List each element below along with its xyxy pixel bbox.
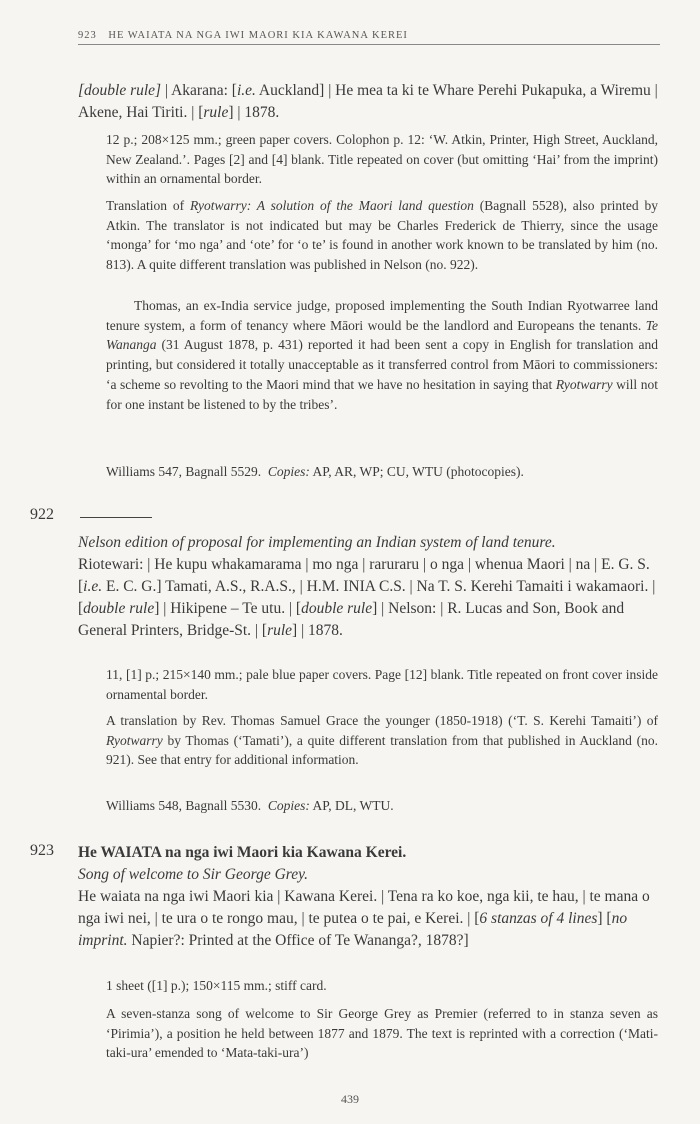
note-text: Translation of (106, 198, 190, 213)
title-text: ] | 1878. (292, 622, 343, 639)
note-title-italic: Te Wananga (106, 317, 658, 353)
title-text: He waiata na nga iwi Maori kia | Kawana Kerei. | Tena ra ko koe, nga kii, te hau, | te mana o nga iwi nei, | te ura o te rongo mau, | te putea o te pai, e Kerei. | [ (78, 888, 650, 927)
note-text: by Thomas (‘Tamati’), a quite different translation from that published in Auckland (no. 921). See that entry for additional information. (106, 732, 658, 768)
imprint-rule-note: rule (203, 104, 229, 121)
entry-923-heading: He WAIATA na nga iwi Maori kia Kawana Kerei. (78, 844, 407, 861)
entry-923-subtitle: Song of welcome to Sir George Grey. (78, 866, 309, 883)
entry-922-dash-rule (78, 506, 658, 528)
imprint-rule-note: [double rule] (78, 82, 162, 99)
title-rule-note: double rule (301, 600, 373, 617)
title-ie: i.e. (83, 578, 103, 595)
title-text: ] | Nelson: | R. Lucas and Son, Book and General Printers, Bridge-St. | [ (78, 600, 625, 639)
title-stanza-note: 6 stanzas of 4 lines (479, 910, 598, 927)
entry-922-title (78, 532, 658, 642)
running-head (78, 30, 660, 45)
title-text: Napier?: Printed at the Office of Te Wananga?, 1878?] (127, 932, 469, 949)
entry-923-number: 923 (30, 842, 54, 859)
note-title-italic: Ryotwarry (106, 732, 163, 748)
entry-923-title (78, 842, 658, 952)
note-text: A seven-stanza song of welcome to Sir George Grey as Premier (referred to in stanza seven as ‘Pirimia’), a position he held between 1877 and 1879. The text is reprinted with a correction (‘Mati-taki-ura’ emended to ‘Mata-taki-ura’) (106, 1006, 658, 1061)
references-text: Williams 548, Bagnall 5530. (106, 798, 262, 813)
imprint-text: ] | 1878. (228, 104, 280, 121)
references-text: Williams 547, Bagnall 5529. (106, 464, 262, 479)
copies-label: Copies: (267, 464, 310, 479)
imprint-ie: i.e. (236, 82, 256, 99)
entry-923-note (106, 1004, 658, 1063)
title-rule-note: rule (267, 622, 293, 639)
note-title-italic: Ryotwarry: A solution of the Maori land question (189, 198, 474, 213)
note-text: (31 August 1878, p. 431) reported it had been sent a copy in English for translation and printing, but considered it totally unacceptable as it transferred control from Māori to commissioners: ‘a scheme so revolting to the Maori mind that we have no hesitation in saying that (106, 337, 658, 392)
title-rule-note: double rule (83, 600, 155, 617)
running-head-page-number: 923 (78, 30, 97, 41)
entry-922-physical-description (106, 665, 658, 704)
note-text: Thomas, an ex-India service judge, proposed implementing the South Indian Ryotwarree land tenure system, a form of tenancy where Māori would be the landlord and Europeans the tenants. (106, 298, 658, 333)
entry-921-note-1 (106, 196, 658, 275)
copies-label: Copies: (267, 798, 310, 813)
title-no-imprint: no imprint. (78, 910, 628, 949)
entry-922-references (106, 796, 658, 816)
title-text: E. C. G.] Tamati, A.S., R.A.S., | H.M. INIA C.S. | Na T. S. Kerehi Tamaiti i wakamaori. | [ (78, 578, 656, 617)
entry-922-subtitle: Nelson edition of proposal for implementing an Indian system of land tenure. (78, 534, 556, 551)
entry-921-references (106, 462, 658, 482)
entry-921-imprint (78, 80, 658, 124)
physical-description-text: 12 p.; 208×125 mm.; green paper covers. Colophon p. 12: ‘W. Atkin, Printer, High Street, Auckland, New Zealand.’. Pages [2] and [4] blank. Title repeated on cover (but omitting ‘Hai’ from the imprint) within an ornamental border. (106, 132, 658, 187)
note-text: A translation by Rev. Thomas Samuel Grace the younger (1850-1918) (‘T. S. Kerehi Tamaiti’) of (106, 713, 658, 728)
physical-description-text: 11, [1] p.; 215×140 mm.; pale blue paper covers. Page [12] blank. Title repeated on front cover inside ornamental border. (106, 667, 658, 702)
title-text: ] [ (597, 910, 612, 927)
note-text: will not for one instant be listened to by the tribes’. (106, 376, 658, 412)
page-folio: 439 (341, 1092, 359, 1106)
entry-921-note-2 (106, 296, 658, 414)
title-text: ] | Hikipene – Te utu. | [ (154, 600, 302, 617)
imprint-text: | Akarana: [ (161, 82, 237, 99)
copies-text: AP, AR, WP; CU, WTU (photocopies). (312, 464, 524, 479)
entry-922-note (106, 711, 658, 770)
note-title-italic: Ryotwarry (555, 376, 613, 392)
imprint-text: Auckland] | He mea ta ki te Whare Perehi Pukapuka, a Wiremu | Akene, Hai Tiriti. | [ (78, 82, 658, 121)
physical-description-text: 1 sheet ([1] p.); 150×115 mm.; stiff card. (106, 978, 327, 993)
title-text: Riotewari: | He kupu whakamarama | mo nga | raruraru | o nga | whenua Maori | na | E. G. S. [ (78, 556, 650, 595)
entry-921-physical-description (106, 130, 658, 189)
entry-923-physical-description (106, 976, 658, 996)
entry-922-number: 922 (30, 506, 54, 523)
copies-text: AP, DL, WTU. (312, 798, 394, 813)
note-text: (Bagnall 5528), also printed by Atkin. The translator is not indicated but may be Charles Frederick de Thierry, since the usage ‘monga’ for ‘mo nga’ and ‘ote’ for ‘o te’ is found in another work known to be translated by him (no. 813). A quite different translation was published in Nelson (no. 922). (106, 198, 658, 273)
running-head-title: HE WAIATA NA NGA IWI MAORI KIA KAWANA KEREI (108, 30, 408, 41)
